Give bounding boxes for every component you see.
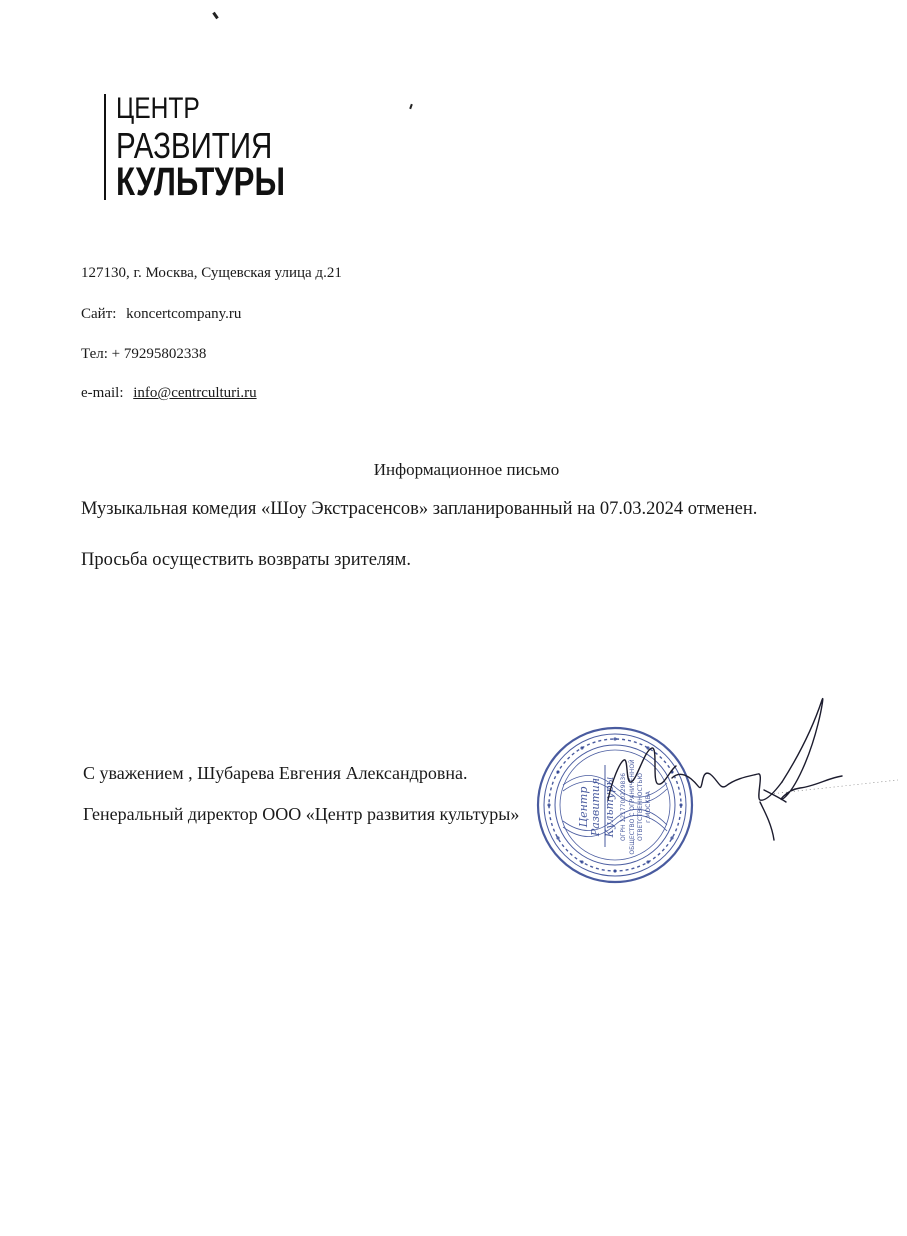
stamp-ogrn: ОГРН 1217700229836 bbox=[620, 772, 627, 842]
logo-line-1: ЦЕНТР bbox=[116, 92, 200, 125]
letter-paragraph-2: Просьба осуществить возвраты зрителям. bbox=[81, 550, 411, 570]
stamp-city: г.МОСКВА bbox=[645, 791, 652, 823]
logo-line-2: РАЗВИТИЯ bbox=[116, 125, 273, 166]
signature bbox=[560, 690, 900, 850]
contact-site bbox=[81, 306, 241, 323]
logo-line-3: КУЛЬТУРЫ bbox=[116, 160, 286, 204]
contact-address: 127130, г. Москва, Сущевская улица д.21 bbox=[81, 265, 342, 281]
company-logo bbox=[104, 92, 324, 202]
closing-position: Генеральный директор ООО «Центр развития культуры» bbox=[83, 804, 520, 824]
contact-phone bbox=[81, 346, 206, 363]
letter-title: Информационное письмо bbox=[373, 460, 560, 479]
logo-bar bbox=[104, 94, 106, 200]
contact-email bbox=[81, 385, 257, 402]
signature-graphic bbox=[560, 690, 900, 850]
closing-regards: С уважением , Шубарева Евгения Александровна. bbox=[83, 763, 468, 783]
site-value: koncertcompany.ru bbox=[126, 306, 242, 322]
phone-label: Тел: bbox=[81, 346, 108, 362]
scan-speck bbox=[409, 104, 413, 109]
letter-paragraph-1: Музыкальная комедия «Шоу Экстрасенсов» запланированный на 07.03.2024 отменен. bbox=[81, 499, 758, 519]
email-label: e-mail: bbox=[81, 385, 124, 401]
stamp-org-2: ОТВЕТСТВЕННОСТЬЮ bbox=[637, 773, 644, 841]
stamp-center-3: Культуры bbox=[603, 776, 616, 838]
phone-value: + 79295802338 bbox=[111, 346, 207, 362]
stamp-center-1: Центр bbox=[577, 786, 590, 828]
scan-speck bbox=[212, 12, 218, 19]
email-link[interactable]: info@centrculturi.ru bbox=[133, 385, 257, 401]
site-label: Сайт: bbox=[81, 306, 117, 322]
stamp-org-1: ОБЩЕСТВО С ОГРАНИЧЕННОЙ bbox=[629, 759, 636, 855]
stamp-center-2: Развития bbox=[589, 777, 602, 837]
